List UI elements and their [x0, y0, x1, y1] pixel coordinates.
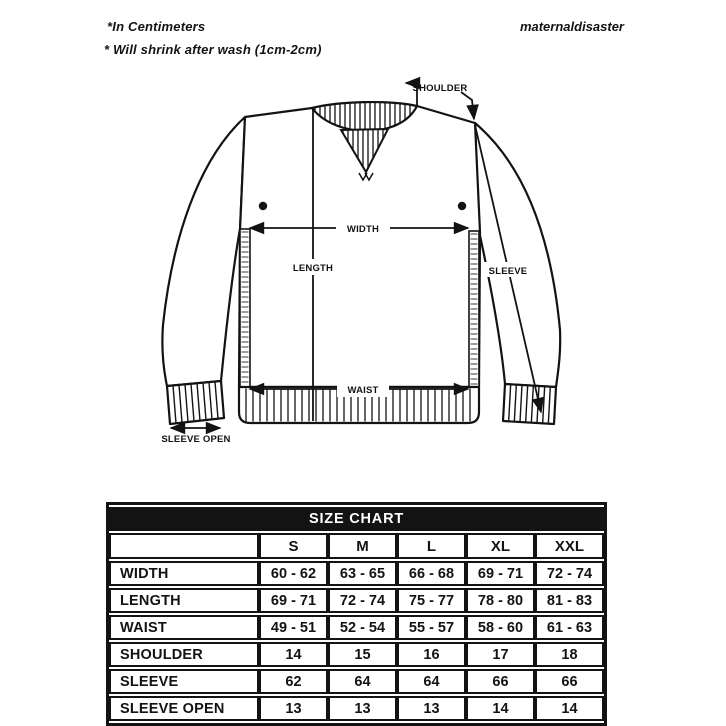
column-header-s: S — [259, 533, 328, 559]
size-header-row — [109, 533, 604, 559]
size-value-cell: 16 — [397, 642, 466, 667]
size-value-cell: 64 — [397, 669, 466, 694]
size-value-cell: 13 — [259, 696, 328, 721]
column-header-l: L — [397, 533, 466, 559]
table-row — [109, 696, 604, 721]
empty-header-cell — [109, 533, 259, 559]
table-row — [109, 642, 604, 667]
size-value-cell: 81 - 83 — [535, 588, 604, 613]
shoulder-arrow-right — [461, 92, 474, 119]
size-value-cell: 72 - 74 — [535, 561, 604, 586]
size-value-cell: 52 - 54 — [328, 615, 397, 640]
size-value-cell: 13 — [397, 696, 466, 721]
table-row — [109, 669, 604, 694]
size-value-cell: 58 - 60 — [466, 615, 535, 640]
size-value-cell: 18 — [535, 642, 604, 667]
size-value-cell: 14 — [535, 696, 604, 721]
size-value-cell: 63 - 65 — [328, 561, 397, 586]
left-chest-dot — [259, 202, 267, 210]
table-row — [109, 588, 604, 613]
size-value-cell: 14 — [466, 696, 535, 721]
size-value-cell: 62 — [259, 669, 328, 694]
size-value-cell: 72 - 74 — [328, 588, 397, 613]
brand-name: maternaldisaster — [519, 19, 624, 34]
size-value-cell: 60 - 62 — [259, 561, 328, 586]
waist-label: WAIST — [347, 385, 379, 396]
row-label: LENGTH — [109, 588, 259, 613]
size-table-body — [109, 561, 604, 721]
size-value-cell: 61 - 63 — [535, 615, 604, 640]
shrink-note: * Will shrink after wash (1cm-2cm) — [104, 42, 322, 57]
row-label: SHOULDER — [109, 642, 259, 667]
units-note: *In Centimeters — [107, 19, 206, 34]
size-value-cell: 66 — [466, 669, 535, 694]
size-value-cell: 64 — [328, 669, 397, 694]
table-title: SIZE CHART — [109, 507, 604, 531]
size-value-cell: 55 - 57 — [397, 615, 466, 640]
size-value-cell: 66 - 68 — [397, 561, 466, 586]
size-value-cell: 69 - 71 — [466, 561, 535, 586]
row-label: WIDTH — [109, 561, 259, 586]
row-label: SLEEVE — [109, 669, 259, 694]
column-header-xxl: XXL — [535, 533, 604, 559]
column-header-xl: XL — [466, 533, 535, 559]
size-value-cell: 49 - 51 — [259, 615, 328, 640]
right-chest-dot — [458, 202, 466, 210]
table-title-row — [109, 507, 604, 531]
size-value-cell: 13 — [328, 696, 397, 721]
length-label: LENGTH — [292, 263, 334, 274]
column-header-m: M — [328, 533, 397, 559]
size-value-cell: 17 — [466, 642, 535, 667]
size-value-cell: 66 — [535, 669, 604, 694]
right-sleeve — [475, 123, 560, 387]
row-label: WAIST — [109, 615, 259, 640]
width-label: WIDTH — [346, 224, 380, 235]
left-side-seam — [240, 229, 250, 387]
sleeve-label: SLEEVE — [488, 266, 528, 277]
size-value-cell: 14 — [259, 642, 328, 667]
table-row — [109, 561, 604, 586]
size-value-cell: 69 - 71 — [259, 588, 328, 613]
size-value-cell: 78 - 80 — [466, 588, 535, 613]
size-value-cell: 15 — [328, 642, 397, 667]
shoulder-label: SHOULDER — [412, 83, 468, 94]
size-chart-table — [106, 502, 607, 726]
size-value-cell: 75 - 77 — [397, 588, 466, 613]
row-label: SLEEVE OPEN — [109, 696, 259, 721]
sleeve-open-label: SLEEVE OPEN — [161, 434, 231, 445]
left-sleeve — [162, 117, 245, 386]
table-row — [109, 615, 604, 640]
